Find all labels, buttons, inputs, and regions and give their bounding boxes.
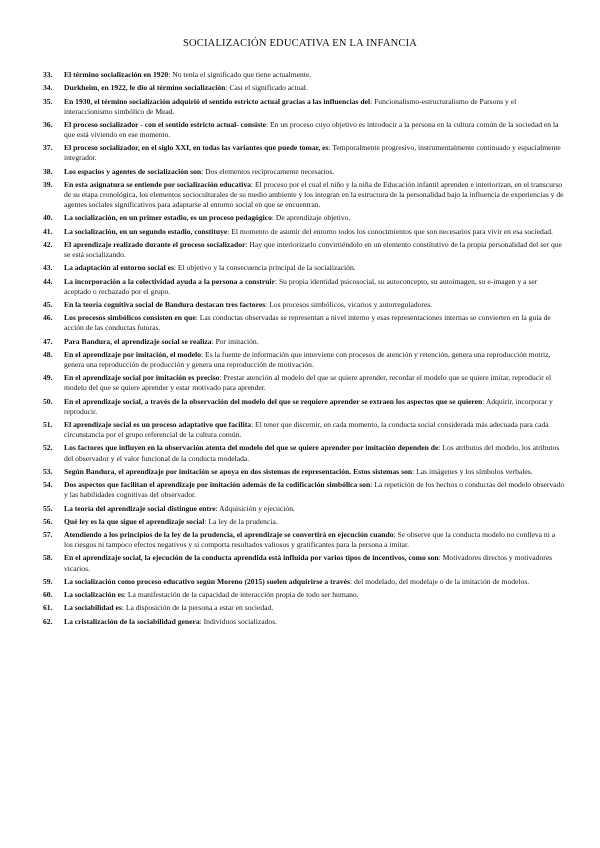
item-number: 43. [43, 263, 53, 273]
item-number: 56. [43, 516, 53, 526]
item-question: Durkheim, en 1922, le dio al término socialización [64, 83, 226, 93]
item-question: La socialización como proceso educativo según Moreno (2015) suelen adquirirse a través [64, 576, 350, 586]
list-item [43, 420, 565, 440]
item-question: Qué ley es la que sigue el aprendizaje social [64, 516, 205, 526]
item-number: 57. [43, 530, 53, 540]
item-question: En el aprendizaje social por imitación es preciso [64, 373, 220, 383]
item-number: 62. [43, 616, 53, 626]
list-item [43, 97, 565, 117]
list-item [43, 504, 565, 514]
item-question: El proceso socializador, en el siglo XXI, en todas las variantes que puede tomar, es [64, 143, 329, 153]
list-item [43, 70, 565, 80]
item-question: En el aprendizaje por imitación, el modelo [64, 349, 202, 359]
item-question: Atendiendo a los principios de la ley de la prudencia, el aprendizaje se convertirá en ejecución cuando [64, 530, 394, 540]
item-answer: : Los atributos del modelo, los atributos del observador y el valor funcional de la conducta modelada. [64, 443, 560, 463]
list-item [43, 300, 565, 310]
item-answer: : La disposición de la persona a estar en sociedad. [121, 603, 274, 613]
item-answer: : Casi el significado actual. [225, 83, 308, 93]
item-answer: : Temporalmente progresivo, instrumentalmente continuado y espacialmente integrador. [64, 143, 561, 163]
item-question: Los procesos simbólicos consisten en que [64, 313, 196, 323]
item-number: 55. [43, 503, 53, 513]
list-item [43, 373, 565, 393]
item-number: 36. [43, 119, 53, 129]
item-question: La adaptación al entorno social es [64, 263, 174, 273]
item-question: El aprendizaje social es un proceso adaptativo que facilita [64, 420, 252, 430]
item-question: La sociabilidad es [64, 603, 122, 613]
list-item [43, 467, 565, 477]
document-title: SOCIALIZACIÓN EDUCATIVA EN LA INFANCIA [182, 38, 418, 49]
item-answer: : Se observe que la conducta modelo no conlleva ni a los riesgos ni tampoco efectos negativos y si comporta resultados valiosos y gratificantes para la persona a imitar. [64, 530, 556, 550]
item-question: En la teoría cognitiva social de Bandura destacan tres factores [64, 300, 266, 310]
item-question: Los espacios y agentes de socialización son [64, 166, 202, 176]
list-item [43, 277, 565, 297]
list-item [43, 553, 565, 573]
item-answer: : Por imitación. [211, 336, 259, 346]
list-item [43, 263, 565, 273]
list-item [43, 337, 565, 347]
item-number: 54. [43, 480, 53, 490]
item-question: El proceso socializador - con el sentido estricto actual- consiste [64, 119, 266, 129]
item-question: Los factores que influyen en la observación atenta del modelo del que se quiere aprender por imitación dependen de [64, 443, 439, 453]
item-answer: : Funcionalismo-estructuralismo de Parsons y el interaccionismo simbólico de Mead. [64, 96, 517, 116]
item-number: 46. [43, 313, 53, 323]
item-question: La cristalización de la sociabilidad genera [64, 616, 200, 626]
item-question: En 1930, el término socialización adquirió el sentido estricto actual gracias a las influencias del [64, 96, 371, 106]
item-number: 47. [43, 336, 53, 346]
item-answer: : Las conductas observadas se representan a nivel interno y esas representaciones internas se convierten en la guía de acción de las conductas futuras. [64, 313, 551, 333]
list-item [43, 530, 565, 550]
item-number: 34. [43, 83, 53, 93]
item-answer: : Su propia identidad psicosocial, su autoconcepto, su autoimagen, su e-imagen y a ser aceptado o rechazado por el grupo. [64, 276, 538, 296]
list-item [43, 167, 565, 177]
list-item [43, 517, 565, 527]
list-item [43, 577, 565, 587]
question-list [43, 70, 565, 630]
list-item [43, 180, 565, 210]
item-question: En el aprendizaje social, la ejecución de la conducta aprendida está influida por varios tipos de incentivos, como son [64, 553, 439, 563]
item-answer: : La ley de la prudencia. [204, 516, 278, 526]
item-number: 50. [43, 396, 53, 406]
item-answer: : Las imágenes y los símbolos verbales. [412, 466, 533, 476]
item-question: Para Bandura, el aprendizaje social se realiza [64, 336, 212, 346]
item-number: 61. [43, 603, 53, 613]
list-item [43, 603, 565, 613]
list-item [43, 313, 565, 333]
item-number: 48. [43, 349, 53, 359]
item-answer: : En un proceso cuyo objetivo es introducir a la persona en la cultura común de la sociedad en la que está viviendo en ese momento. [64, 119, 559, 140]
item-answer: : Es la fuente de información que interviene con procesos de atención y retención, genera una reproducción motriz, genera una reproducción de producción y genera una reproducción de motivación. [64, 349, 551, 370]
item-number: 58. [43, 553, 53, 563]
item-answer: : Los procesos simbólicos, vicarios y autorreguladores. [265, 300, 433, 310]
list-item [43, 617, 565, 627]
list-item [43, 213, 565, 223]
item-number: 53. [43, 466, 53, 476]
item-question: La teoría del aprendizaje social distingue entre [64, 503, 216, 513]
item-answer: : No tenía el significado que tiene actualmente. [168, 70, 312, 79]
item-question: Dos aspectos que facilitan el aprendizaje por imitación además de la codificación simbólica son [64, 480, 371, 490]
item-number: 39. [43, 179, 53, 189]
item-answer: : El proceso por el cual el niño y la niña de Educación infantil aprenden e interiorizan, en el transcurso de su etapa cronológica, los elementos socioculturales de su medio ambiente y los integran en la estructura de la personalidad bajo la influencia de experiencias y de agentes sociales significativos para adaptarse al entorno social en que se encuentran. [64, 179, 564, 210]
item-number: 38. [43, 166, 53, 176]
item-question: La socialización, en un segundo estadio, constituye [64, 226, 228, 236]
list-item [43, 590, 565, 600]
item-answer: : El tener que discernir, en cada momento, la conducta social considerada más adecuada para cada circunstancia por el grupo referencial de la cultura común. [64, 420, 549, 440]
item-answer: : El objetivo y la consecuencia principal de la socialización. [173, 263, 356, 273]
item-number: 35. [43, 96, 53, 106]
item-number: 33. [43, 70, 53, 79]
item-number: 60. [43, 590, 53, 600]
list-item [43, 397, 565, 417]
item-number: 44. [43, 276, 53, 286]
item-number: 51. [43, 420, 53, 430]
item-answer: : Dos elementos recíprocamente necesarios. [201, 166, 335, 176]
item-answer: : Motivadores directos y motivadores vicarios. [64, 553, 553, 573]
item-number: 41. [43, 226, 53, 236]
item-number: 42. [43, 240, 53, 249]
list-item [43, 443, 565, 463]
item-answer: : Adquisición y ejecución. [215, 503, 295, 513]
item-answer: : del modelado, del modelaje o de la imitación de modelos. [349, 576, 530, 586]
item-number: 49. [43, 373, 53, 383]
list-item [43, 480, 565, 500]
item-number: 52. [43, 443, 53, 453]
item-question: El término socialización en 1920 [64, 70, 169, 79]
list-item [43, 120, 565, 140]
item-question: En esta asignatura se entiende por socialización educativa [64, 179, 251, 189]
item-answer: : Hay que interiorizarlo convirtiéndolo en un elemento constitutivo de la propia personalidad del ser que se está socializando. [64, 240, 562, 260]
item-answer: : La manifestación de la capacidad de interacción propia de todo ser humano. [123, 590, 359, 600]
item-question: La socialización es [64, 590, 124, 600]
item-number: 37. [43, 143, 53, 153]
item-number: 59. [43, 576, 53, 586]
item-answer: : Individuos socializados. [199, 616, 278, 626]
list-item [43, 350, 565, 370]
item-answer: : De aprendizaje objetivo. [271, 213, 351, 223]
item-answer: : El momento de asumir del entorno todos los conocimientos que son necesarios para vivir en esa sociedad. [227, 226, 553, 236]
list-item [43, 227, 565, 237]
list-item [43, 83, 565, 93]
item-question: La socialización, en un primer estadio, es un proceso pedagógico [64, 213, 272, 223]
item-number: 40. [43, 213, 53, 223]
item-number: 45. [43, 300, 53, 310]
item-answer: : La repetición de los hechos o conductas del modelo observado y las habilidades cognitivas del observador. [64, 480, 565, 500]
item-question: Según Bandura, el aprendizaje por imitación se apoya en dos sistemas de representación. Estos sistemas son [64, 466, 413, 476]
item-answer: : Prestar atención al modelo del que se quiere aprender, recordar el modelo que se quiere imitar, reproducir el modelo del que se quiere aprender y estar motivado para aprender. [64, 373, 552, 393]
item-question: La incorporación a la colectividad ayuda a la persona a construir [64, 276, 275, 286]
item-question: En el aprendizaje social, a través de la observación del modelo del que se requiere aprender se extraen los aspectos que se quieren [64, 396, 483, 406]
item-question: El aprendizaje realizado durante el proceso socializador [64, 240, 246, 249]
list-item [43, 240, 565, 260]
item-answer: : Adquirir, incorporar y reproducir. [64, 396, 553, 416]
list-item [43, 143, 565, 163]
